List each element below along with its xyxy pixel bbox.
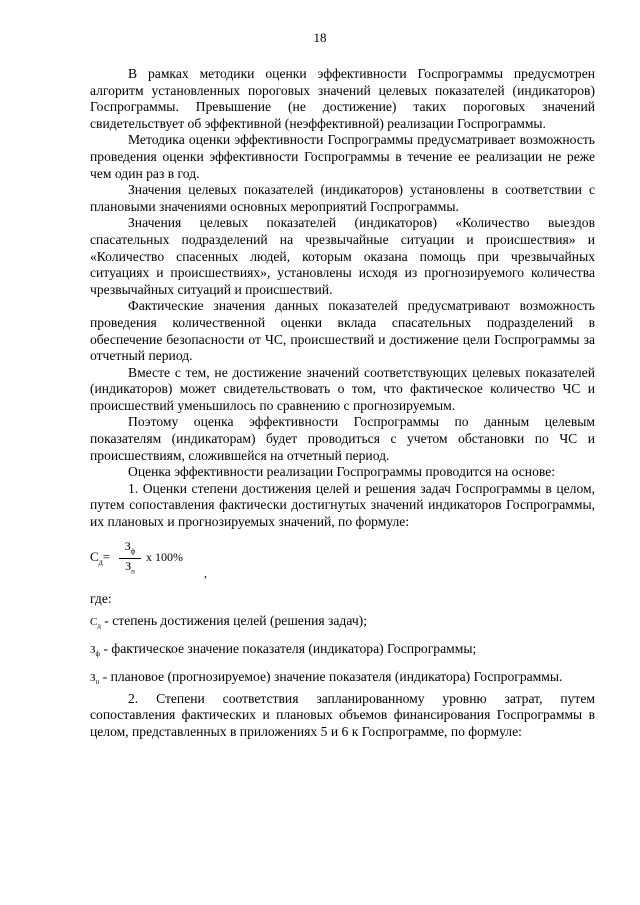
paragraph: В рамках методики оценки эффективности Госпрограммы предусмотрен алгоритм установленных пороговых значений целевых показателей (индикаторов) Госпрограммы. Превышение (не достижение) таких пороговых значений свидетельствует об эффективной (неэффективной) реализации Госпрограммы. [90, 66, 595, 131]
paragraph: Значения целевых показателей (индикаторов) установлены в соответствии с плановыми значениями основных мероприятий Госпрограммы. [90, 182, 595, 214]
paragraph: Фактические значения данных показателей предусматривают возможность проведения количественной оценки вклада спасательных подразделений в обеспечение безопасности от ЧС, происшествий и достижение цели Госпрограммы за отчетный период. [90, 298, 595, 364]
paragraph: Значения целевых показателей (индикаторов) «Количество выездов спасательных подразделений на чрезвычайные ситуации и происшествия» и «Количество спасенных людей, которым оказана помощь при чрезвычайных ситуациях и происшествиях», установлены исходя из прогнозируемого количества чрезвычайных ситуаций и происшествий. [90, 215, 595, 297]
formula-denominator: $З_п$ [125, 559, 135, 576]
definition-symbol: $З_ф$ [90, 644, 101, 659]
definition-item [90, 641, 595, 663]
definition-item [90, 669, 595, 691]
formula-comma: , [204, 565, 207, 580]
paragraph: Оценка эффективности реализации Госпрограммы проводится на основе: [128, 464, 556, 480]
formula-numerator: $З_ф$ [119, 539, 141, 559]
definition-text: - степень достижения целей (решения задач); [100, 613, 367, 629]
page-number: 18 [313, 30, 327, 45]
definition-text: - плановое (прогнозируемое) значение показателя (индикатора) Госпрограммы. [99, 668, 563, 684]
definition-symbol: $З_п$ [90, 671, 100, 686]
where-label: где: [90, 590, 112, 606]
formula-lhs: $С_д=$ [90, 548, 111, 567]
paragraph: Поэтому оценка эффективности Госпрограммы по данным целевым показателям (индикаторам) будет проводиться с учетом обстановки по ЧС и происшествиям, сложившейся на отчетный период. [90, 414, 595, 463]
formula-multiplier: x 100% [146, 549, 183, 564]
definition-symbol: $С_д$ [90, 616, 101, 631]
paragraph: 2. Степени соответствия запланированному уровню затрат, путем сопоставления фактических и плановых объемов финансирования Госпрограммы в целом, представленных в приложениях 5 и 6 к Госпрограмме, по формуле: [90, 690, 595, 739]
paragraph: 1. Оценки степени достижения целей и решения задач Госпрограммы в целом, путем сопоставления фактически достигнутых значений индикаторов Госпрограммы, их плановых и прогнозируемых значений, по формуле: [90, 480, 595, 530]
formula-fraction [119, 539, 141, 579]
definition-text: - фактическое значение показателя (индикатора) Госпрограммы; [100, 641, 477, 656]
formula-achievement [90, 537, 595, 589]
paragraph: Вместе с тем, не достижение значений соответствующих целевых показателей (индикаторов) может свидетельствовать о том, что фактическое количество ЧС и происшествий уменьшилось по сравнению с прогнозируемым. [90, 364, 595, 413]
definition-item [90, 613, 595, 635]
paragraph: Методика оценки эффективности Госпрограммы предусматривает возможность проведения оценки эффективности Госпрограммы в течение ее реализации не реже чем один раз в год. [90, 132, 595, 181]
document-body [90, 66, 595, 740]
